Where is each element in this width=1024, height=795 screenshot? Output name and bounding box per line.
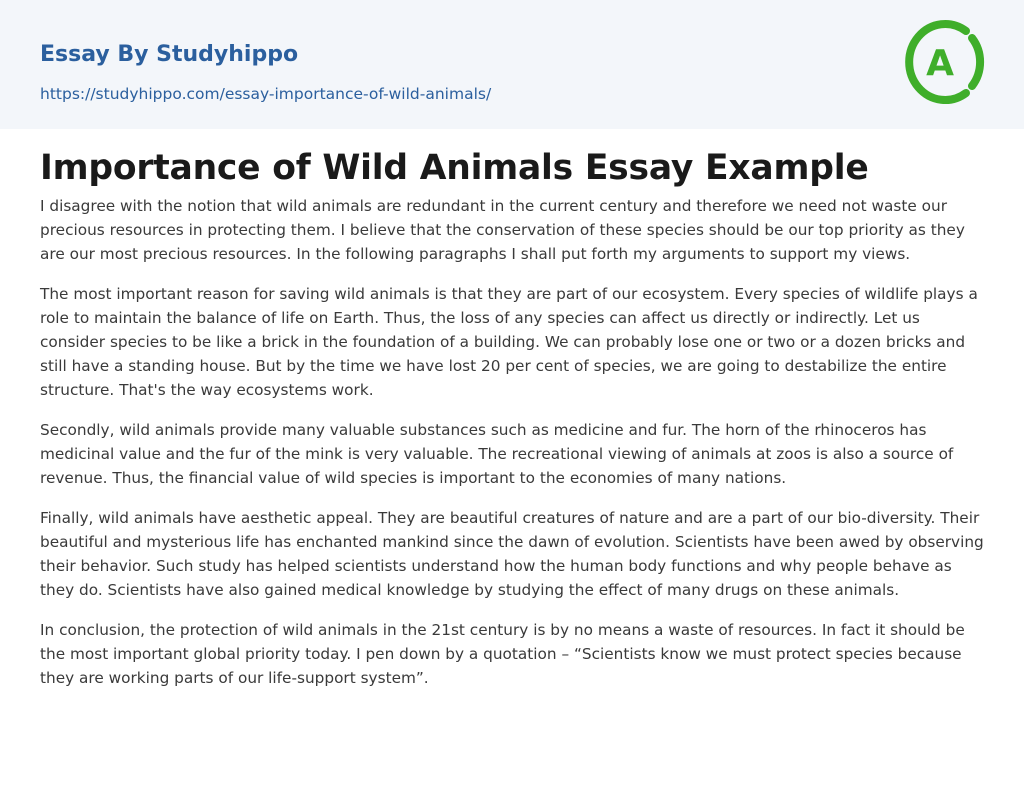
essay-paragraph-5: In conclusion, the protection of wild animals in the 21st century is by no means a waste of resources. In fact it should be the most important global priority today. I pen down by a quotation – “Scientists know we must protect species because they are working parts of our life-support system”. bbox=[40, 621, 965, 687]
essay-paragraph-4: Finally, wild animals have aesthetic appeal. They are beautiful creatures of nature and are a part of our bio-diversity. Their beautiful and mysterious life has enchanted mankind since the dawn of evolution. Scientists have been awed by observing their behavior. Such study has helped scientists understand how the human body functions and why people behave as they do. Scientists have also gained medical knowledge by studying the effect of many drugs on these animals. bbox=[40, 509, 984, 599]
essay-paragraph-2: The most important reason for saving wild animals is that they are part of our ecosystem. Every species of wildlife plays a role to maintain the balance of life on Earth. Thus, the loss of any species can affect us directly or indirectly. Let us consider species to be like a brick in the foundation of a building. We can probably lose one or two or a dozen bricks and still have a standing house. But by the time we have lost 20 per cent of species, we are going to destabilize the entire structure. That's the way ecosystems work. bbox=[40, 285, 978, 399]
essay-body bbox=[40, 194, 985, 706]
site-brand[interactable]: Essay By Studyhippo bbox=[40, 42, 299, 67]
site-header bbox=[0, 0, 1024, 129]
letter-a-ring-logo-icon[interactable] bbox=[904, 18, 988, 106]
essay-paragraph-1: I disagree with the notion that wild animals are redundant in the current century and therefore we need not waste our precious resources in protecting them. I believe that the conservation of these species should be our top priority as they are our most precious resources. In the following paragraphs I shall put forth my arguments to support my views. bbox=[40, 197, 965, 263]
essay-title: Importance of Wild Animals Essay Example bbox=[40, 148, 869, 188]
essay-url-link[interactable]: https://studyhippo.com/essay-importance-of-wild-animals/ bbox=[40, 85, 492, 103]
essay-paragraph-3: Secondly, wild animals provide many valuable substances such as medicine and fur. The horn of the rhinoceros has medicinal value and the fur of the mink is very valuable. The recreational viewing of animals at zoos is also a source of revenue. Thus, the financial value of wild species is important to the economies of many nations. bbox=[40, 421, 954, 487]
logo-letter: A bbox=[926, 43, 954, 84]
